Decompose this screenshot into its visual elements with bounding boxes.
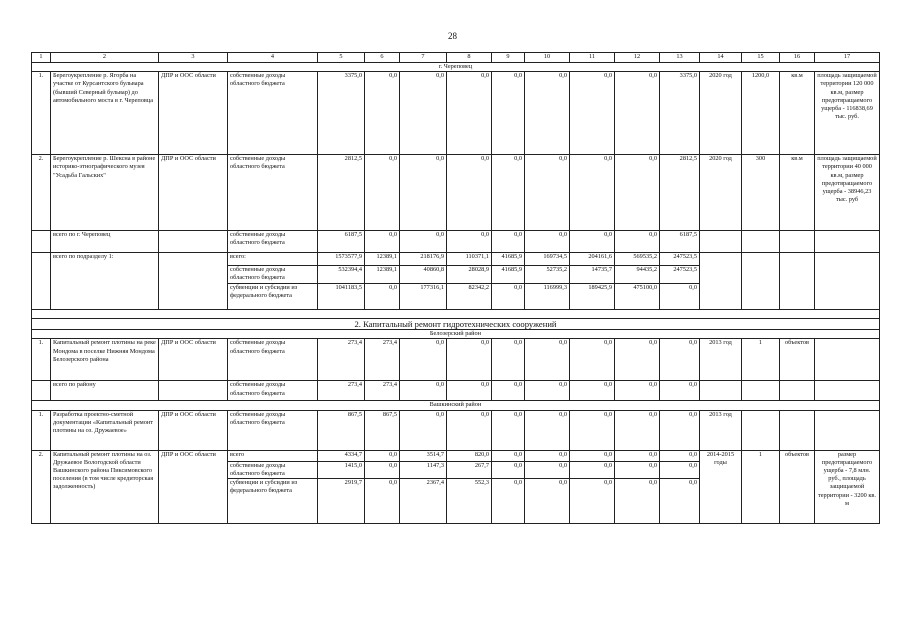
column-number: 8 [447,53,492,63]
value-cell: 0,0 [615,410,660,450]
note-cell: площадь защищаемой территории 120 000 кв.м, размер предотвращаемого ущерба - 116838,69 тыс. руб. [815,72,880,155]
total-label: всего по г. Череповец [51,231,159,253]
value-cell: 0,0 [492,450,525,461]
funding-source: собственные доходы областного бюджета [228,72,318,155]
funding-source: субвенции и субсидии из федерального бюджета [228,284,318,310]
value-cell: 0,0 [525,450,570,461]
column-number: 15 [742,53,780,63]
column-number: 13 [660,53,700,63]
year-cell: 2014-2015 годы [700,450,742,523]
value-cell: 12389,1 [365,253,400,266]
value-cell: 0,0 [525,339,570,381]
value-cell: 2812,5 [660,155,700,231]
funding-source: собственные доходы областного бюджета [228,155,318,231]
value-cell: 0,0 [525,410,570,450]
section-row [32,330,880,339]
value-cell: 552,3 [447,479,492,524]
column-number: 7 [400,53,447,63]
value-cell: 247523,5 [660,253,700,266]
executor: ДПР и ООС области [159,450,228,523]
spacer-row [32,310,880,319]
value-cell: 177316,1 [400,284,447,310]
value-cell: 0,0 [570,339,615,381]
value-cell: 0,0 [447,381,492,401]
section-title-2: 2. Капитальный ремонт гидротехнических сооружений [32,319,880,330]
project-name: Разработка проектно-сметной документации «Капитальный ремонт плотины на оз. Дружаевое» [51,410,159,450]
section-title-cherepovets: г. Череповец [32,63,880,72]
value-cell: 0,0 [570,72,615,155]
page-number: 28 [448,31,457,41]
row-number: 1. [32,339,51,381]
value-cell: 0,0 [660,450,700,461]
project-name: Берегоукрепление р. Шексна в районе историко-этнографического музея "Усадьба Гальских" [51,155,159,231]
value-cell: 0,0 [570,381,615,401]
column-number: 14 [700,53,742,63]
value-cell: 0,0 [365,155,400,231]
project-name: Капитальный ремонт плотины на реке Мондома в поселке Нижняя Мондома Белозерского района [51,339,159,381]
section-title-vashki: Вашкинский район [32,401,880,410]
funding-source: всего: [228,253,318,266]
table-row [32,155,880,231]
note-cell: площадь защищаемой территории 40 000 кв.м, размер предотвращаемого ущерба - 38946,23 тыс. руб [815,155,880,231]
value-cell: 273,4 [365,339,400,381]
value-cell: 0,0 [447,72,492,155]
value-cell: 0,0 [660,410,700,450]
year-cell: 2013 год [700,339,742,381]
column-number: 12 [615,53,660,63]
quantity-cell: 1200,0 [742,72,780,155]
value-cell: 40860,8 [400,266,447,284]
note-cell [815,339,880,381]
value-cell: 0,0 [615,155,660,231]
funding-source: субвенции и субсидии из федерального бюджета [228,479,318,524]
value-cell: 0,0 [365,461,400,478]
value-cell: 0,0 [492,339,525,381]
column-number: 11 [570,53,615,63]
value-cell: 0,0 [660,339,700,381]
year-cell: 2020 год [700,72,742,155]
executor: ДПР и ООС области [159,410,228,450]
value-cell: 28028,9 [447,266,492,284]
value-cell: 3514,7 [400,450,447,461]
column-number: 6 [365,53,400,63]
value-cell: 273,4 [318,339,365,381]
row-number: 1. [32,72,51,155]
value-cell: 0,0 [492,155,525,231]
value-cell: 12389,1 [365,266,400,284]
value-cell: 82342,2 [447,284,492,310]
value-cell: 0,0 [660,284,700,310]
value-cell: 867,5 [365,410,400,450]
value-cell: 569535,2 [615,253,660,266]
section-row [32,319,880,330]
value-cell: 247523,5 [660,266,700,284]
value-cell: 0,0 [492,72,525,155]
value-cell: 0,0 [400,155,447,231]
column-number: 5 [318,53,365,63]
section-row [32,401,880,410]
value-cell: 475100,0 [615,284,660,310]
funding-source: собственные доходы областного бюджета [228,381,318,401]
value-cell: 0,0 [447,155,492,231]
project-name: Капитальный ремонт плотины на оз. Дружаевое Вологодской области Вашкинского района Пиксимовского поселения (в том числе кредиторская задолженность) [51,450,159,523]
value-cell: 0,0 [492,231,525,253]
value-cell: 273,4 [318,381,365,401]
unit-cell: объектов [780,450,815,523]
total-row [32,231,880,253]
value-cell: 6187,5 [318,231,365,253]
value-cell: 0,0 [660,479,700,524]
value-cell: 0,0 [492,381,525,401]
value-cell: 52735,2 [525,266,570,284]
value-cell: 0,0 [615,381,660,401]
value-cell: 0,0 [525,72,570,155]
funding-source: собственные доходы областного бюджета [228,339,318,381]
value-cell: 0,0 [615,231,660,253]
note-cell: размер предотвращаемого ущерба - 7,8 млн. руб., площадь защищаемой территории - 3200 кв. м [815,450,880,523]
value-cell: 0,0 [365,284,400,310]
value-cell: 0,0 [525,381,570,401]
column-number: 2 [51,53,159,63]
column-number-row [32,53,880,63]
value-cell: 267,7 [447,461,492,478]
value-cell: 218176,9 [400,253,447,266]
row-number: 2. [32,450,51,523]
row-number: 1. [32,410,51,450]
value-cell: 0,0 [447,339,492,381]
value-cell: 0,0 [365,479,400,524]
value-cell: 1041183,5 [318,284,365,310]
value-cell: 0,0 [400,231,447,253]
value-cell: 0,0 [400,72,447,155]
value-cell: 0,0 [525,479,570,524]
value-cell: 2812,5 [318,155,365,231]
column-number: 1 [32,53,51,63]
quantity-cell: 300 [742,155,780,231]
value-cell: 41685,9 [492,266,525,284]
value-cell: 0,0 [447,410,492,450]
column-number: 16 [780,53,815,63]
note-cell [815,410,880,450]
value-cell: 0,0 [447,231,492,253]
unit-cell: кв.м [780,72,815,155]
row-number: 2. [32,155,51,231]
funding-source: собственные доходы областного бюджета [228,461,318,478]
year-cell: 2020 год [700,155,742,231]
total-row [32,253,880,266]
value-cell: 820,0 [447,450,492,461]
value-cell: 94435,2 [615,266,660,284]
column-number: 4 [228,53,318,63]
program-table [31,52,880,524]
value-cell: 867,5 [318,410,365,450]
column-number: 10 [525,53,570,63]
value-cell: 0,0 [615,339,660,381]
column-number: 9 [492,53,525,63]
value-cell: 0,0 [365,231,400,253]
value-cell: 0,0 [365,72,400,155]
executor: ДПР и ООС области [159,72,228,155]
value-cell: 0,0 [525,231,570,253]
executor: ДПР и ООС области [159,339,228,381]
section-title-belozersk: Белозерский район [32,330,880,339]
value-cell: 169734,5 [525,253,570,266]
value-cell: 6187,5 [660,231,700,253]
value-cell: 0,0 [492,479,525,524]
value-cell: 0,0 [525,461,570,478]
unit-cell: объектов [780,339,815,381]
total-label: всего по подразделу 1: [51,253,159,310]
quantity-cell: 1 [742,339,780,381]
value-cell: 1147,3 [400,461,447,478]
table-row [32,410,880,450]
quantity-cell: 1 [742,450,780,523]
unit-cell: кв.м [780,155,815,231]
funding-source: собственные доходы областного бюджета [228,231,318,253]
value-cell: 0,0 [660,381,700,401]
value-cell: 0,0 [365,450,400,461]
funding-source: всего [228,450,318,461]
value-cell: 3375,0 [318,72,365,155]
unit-cell [780,410,815,450]
value-cell: 110371,1 [447,253,492,266]
value-cell: 0,0 [570,155,615,231]
table-row [32,72,880,155]
value-cell: 4334,7 [318,450,365,461]
value-cell: 2919,7 [318,479,365,524]
column-number: 17 [815,53,880,63]
funding-source: собственные доходы областного бюджета [228,410,318,450]
value-cell: 0,0 [570,410,615,450]
total-label: всего по району [51,381,159,401]
value-cell: 532394,4 [318,266,365,284]
value-cell: 273,4 [365,381,400,401]
value-cell: 1573577,9 [318,253,365,266]
column-number: 3 [159,53,228,63]
value-cell: 0,0 [615,461,660,478]
value-cell: 0,0 [492,410,525,450]
section-row [32,63,880,72]
value-cell: 0,0 [615,479,660,524]
value-cell: 204161,6 [570,253,615,266]
value-cell: 0,0 [525,155,570,231]
value-cell: 0,0 [570,461,615,478]
total-row [32,381,880,401]
value-cell: 189425,9 [570,284,615,310]
value-cell: 0,0 [570,231,615,253]
value-cell: 1415,0 [318,461,365,478]
value-cell: 41685,9 [492,253,525,266]
value-cell: 0,0 [400,410,447,450]
value-cell: 0,0 [570,450,615,461]
value-cell: 0,0 [660,461,700,478]
value-cell: 2367,4 [400,479,447,524]
value-cell: 0,0 [570,479,615,524]
value-cell: 0,0 [615,450,660,461]
value-cell: 14735,7 [570,266,615,284]
value-cell: 0,0 [492,284,525,310]
project-name: Берегоукрепление р. Ягорба на участке от Курсантского бульвара (бывший Северный бульвар) до автомобильного моста в г. Череповца [51,72,159,155]
value-cell: 116999,3 [525,284,570,310]
funding-source: собственные доходы областного бюджета [228,266,318,284]
value-cell: 0,0 [400,339,447,381]
quantity-cell [742,410,780,450]
value-cell: 0,0 [400,381,447,401]
value-cell: 0,0 [615,72,660,155]
value-cell: 0,0 [492,461,525,478]
value-cell: 3375,0 [660,72,700,155]
year-cell: 2013 год [700,410,742,450]
table-row [32,339,880,381]
table-row [32,450,880,461]
executor: ДПР и ООС области [159,155,228,231]
